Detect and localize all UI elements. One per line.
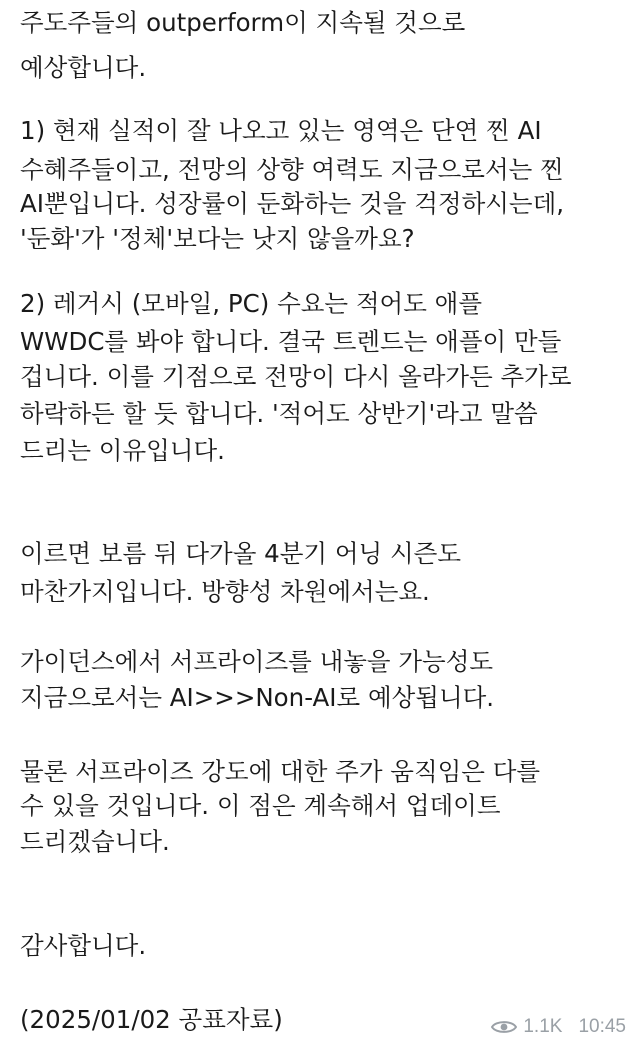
message-line: 하락하든 할 듯 합니다. '적어도 상반기'라고 말씀	[20, 399, 538, 428]
message-line: 드리겠습니다.	[20, 827, 170, 856]
message-line: 예상합니다.	[20, 53, 147, 82]
message-line: 마찬가지입니다. 방향성 차원에서는요.	[20, 577, 430, 606]
message-line: 수혜주들이고, 전망의 상향 여력도 지금으로서는 찐	[20, 155, 564, 184]
message-line: 1) 현재 실적이 잘 나오고 있는 영역은 단연 찐 AI	[20, 116, 542, 145]
message-line: WWDC를 봐야 합니다. 결국 트렌드는 애플이 만들	[20, 327, 562, 356]
message-line: 겁니다. 이를 기점으로 전망이 다시 올라가든 추가로	[20, 362, 572, 391]
message-line: 2) 레거시 (모바일, PC) 수요는 적어도 애플	[20, 289, 482, 318]
message-line: 수 있을 것입니다. 이 점은 계속해서 업데이트	[20, 791, 501, 820]
message-line: 감사합니다.	[20, 931, 147, 960]
message-line: 가이던스에서 서프라이즈를 내놓을 가능성도	[20, 647, 494, 676]
eye-icon	[491, 1019, 517, 1035]
message-time: 10:45	[578, 1016, 626, 1037]
message-line: 지금으로서는 AI>>>Non-AI로 예상됩니다.	[20, 683, 495, 712]
message-line: '둔화'가 '정체'보다는 낫지 않을까요?	[20, 224, 415, 253]
message-line: (2025/01/02 공표자료)	[20, 1005, 283, 1034]
view-count: 1.1K	[523, 1016, 563, 1037]
message-line: 주도주들의 outperform이 지속될 것으로	[20, 8, 466, 37]
message-line: 이르면 보름 뒤 다가올 4분기 어닝 시즌도	[20, 539, 461, 568]
message-meta	[491, 1016, 626, 1038]
message-line: AI뿐입니다. 성장률이 둔화하는 것을 걱정하시는데,	[20, 189, 565, 218]
message-line: 물론 서프라이즈 강도에 대한 주가 움직임은 다를	[20, 757, 541, 786]
message-line: 드리는 이유입니다.	[20, 436, 225, 465]
